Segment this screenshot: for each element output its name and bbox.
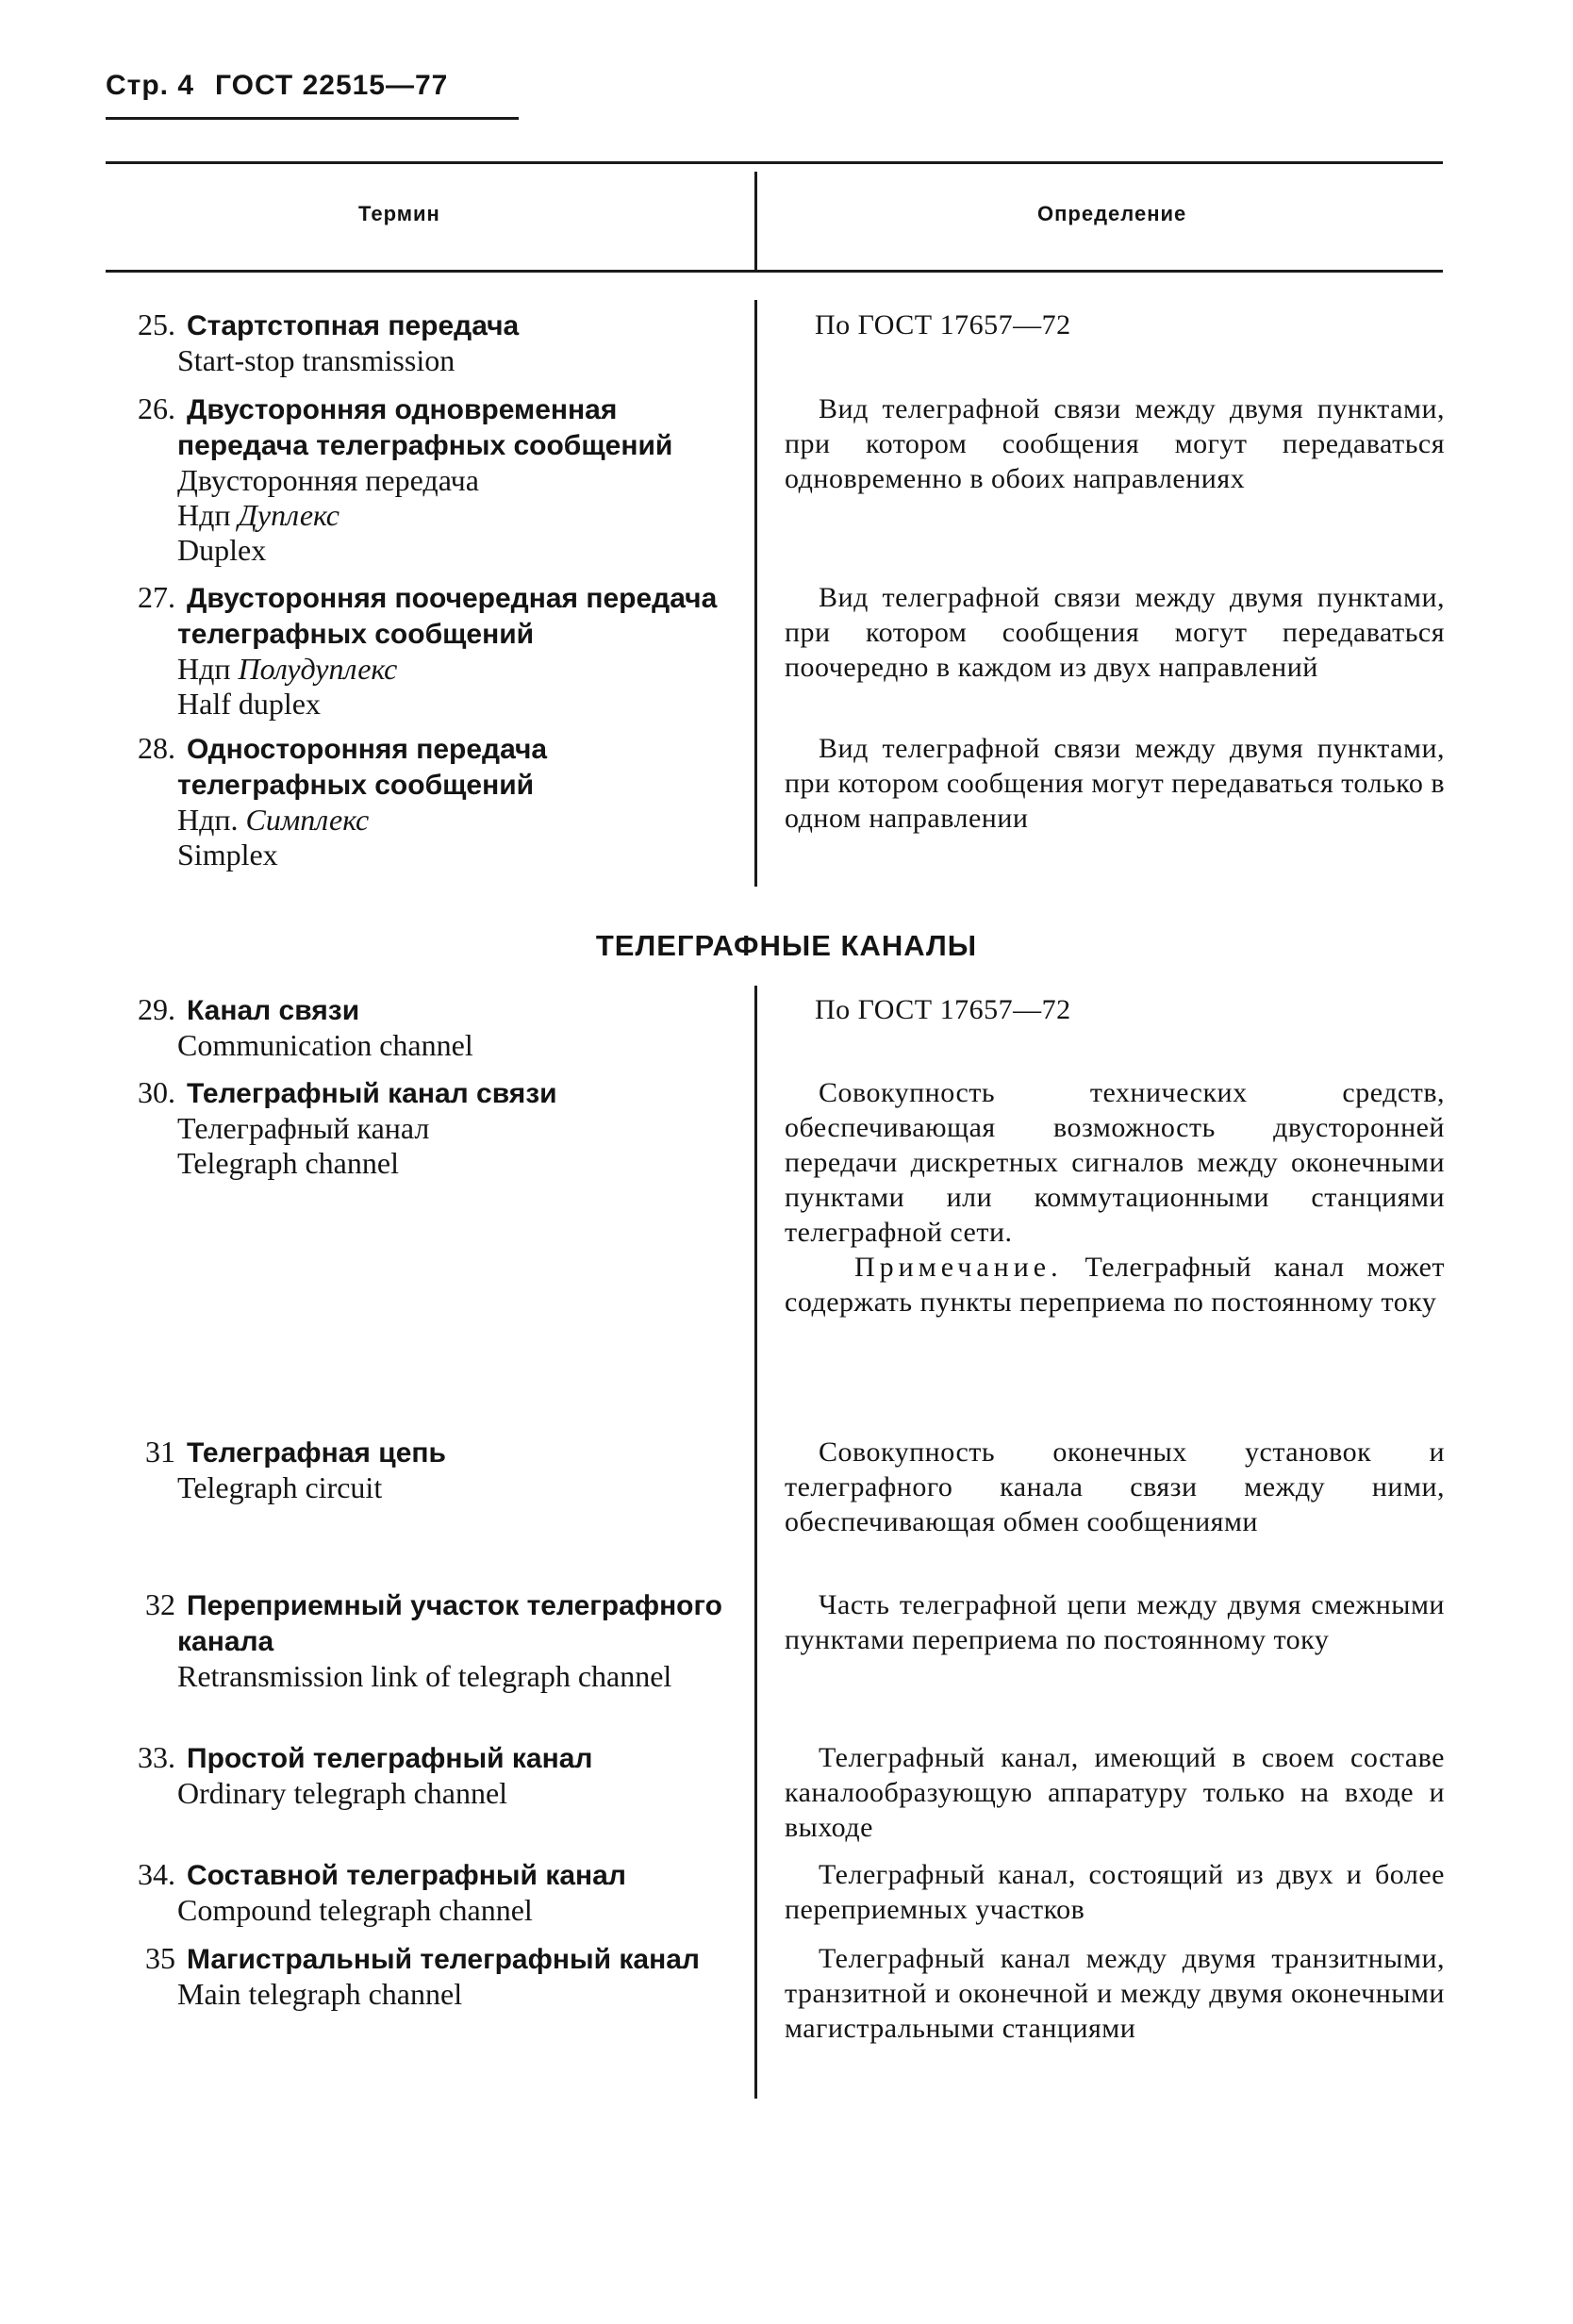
column-divider-part1 <box>754 300 757 887</box>
term-title: Телеграфная цепь <box>187 1437 446 1469</box>
section-title: ТЕЛЕГРАФНЫЕ КАНАЛЫ <box>595 929 978 962</box>
term-english: Retransmission link of telegraph channel <box>177 1659 672 1693</box>
definition-29 <box>785 992 1445 1027</box>
term-title: Составной телеграфный канал <box>187 1860 626 1891</box>
term-entry-31 <box>106 1435 734 1505</box>
term-english: Telegraph channel <box>177 1146 399 1180</box>
definition-text: Совокупность технических средств, обеспечивающая возможность двусторонней передачи дискретных сигналов между оконечными пунктами или коммутационными станциями телеграфной сети. <box>785 1077 1445 1248</box>
term-english: Telegraph circuit <box>177 1470 383 1504</box>
term-english: Ordinary telegraph channel <box>177 1776 508 1810</box>
term-entry-29 <box>106 992 734 1063</box>
definition-25 <box>785 307 1445 342</box>
definition-27 <box>785 580 1445 685</box>
definition-33 <box>785 1740 1445 1845</box>
term-english: Start-stop transmission <box>177 343 455 377</box>
entry-number: 31 <box>145 1435 175 1469</box>
definition-text: Телеграфный канал, имеющий в своем составе каналообразующую аппаратуру только на входе и выходе <box>785 1742 1445 1843</box>
term-english: Duplex <box>177 533 267 567</box>
term-entry-28 <box>106 731 734 872</box>
term-not-recommended: Ндп Полудуплекс <box>177 652 398 686</box>
term-english: Simplex <box>177 838 278 872</box>
definition-28 <box>785 731 1445 836</box>
term-title: Телеграфный канал связи <box>187 1078 557 1109</box>
table-header-rule <box>106 270 1443 273</box>
entry-number: 29. <box>138 992 175 1026</box>
term-entry-30 <box>106 1075 734 1181</box>
term-title: Двусторонняя одновременная передача телеграфных сообщений <box>177 394 673 461</box>
entry-number: 30. <box>138 1075 175 1109</box>
term-title: Двусторонняя поочередная передача телеграфных сообщений <box>177 583 718 650</box>
entry-number: 26. <box>138 391 175 425</box>
term-title: Переприемный участок телеграфного канала <box>177 1590 722 1657</box>
entry-number: 28. <box>138 731 175 765</box>
term-title: Канал связи <box>187 995 360 1026</box>
page-header <box>106 70 448 102</box>
term-english: Half duplex <box>177 687 321 721</box>
term-title: Односторонняя передача телеграфных сообщений <box>177 734 548 801</box>
entry-number: 27. <box>138 580 175 614</box>
entry-number: 35 <box>145 1941 175 1975</box>
term-title: Стартстопная передача <box>187 310 520 341</box>
definition-32 <box>785 1587 1445 1657</box>
definition-30 <box>785 1075 1445 1320</box>
definition-note: Примечание. Телеграфный канал может содержать пункты переприема по постоянному току <box>785 1252 1445 1318</box>
definition-text: Вид телеграфной связи между двумя пунктами, при котором сообщения могут передаваться только в одном направлении <box>785 733 1445 834</box>
page-number: Стр. 4 <box>106 70 195 101</box>
term-entry-33 <box>106 1740 734 1811</box>
term-entry-34 <box>106 1857 734 1928</box>
term-entry-25 <box>106 307 734 378</box>
definition-31 <box>785 1435 1445 1539</box>
definition-34 <box>785 1857 1445 1927</box>
term-synonym: Телеграфный канал <box>177 1111 430 1145</box>
table-top-rule <box>106 161 1443 164</box>
term-title: Простой телеграфный канал <box>187 1743 593 1774</box>
entry-number: 25. <box>138 307 175 341</box>
definition-text: Вид телеграфной связи между двумя пунктами, при котором сообщения могут передаваться поочередно в каждом из двух направлений <box>785 582 1445 683</box>
entry-number: 32 <box>145 1587 175 1621</box>
term-synonym: Двусторонняя передача <box>177 463 479 497</box>
term-english: Compound telegraph channel <box>177 1893 533 1927</box>
term-not-recommended: Ндп Дуплекс <box>177 498 339 532</box>
definition-26 <box>785 391 1445 496</box>
term-entry-35 <box>106 1941 734 2012</box>
definition-text: Часть телеграфной цепи между двумя смежными пунктами переприема по постоянному току <box>785 1589 1445 1655</box>
definition-text: По ГОСТ 17657—72 <box>815 994 1071 1025</box>
column-divider-part2 <box>754 986 757 2099</box>
column-header-term: Термин <box>358 202 440 225</box>
entry-number: 34. <box>138 1857 175 1891</box>
definition-text: Телеграфный канал, состоящий из двух и более переприемных участков <box>785 1859 1445 1925</box>
definition-35 <box>785 1941 1445 2046</box>
definition-text: Телеграфный канал между двумя транзитными, транзитной и оконечной и между двумя оконечными магистральными станциями <box>785 1943 1445 2044</box>
column-divider-header <box>754 172 757 270</box>
header-underline <box>106 117 519 120</box>
term-english: Communication channel <box>177 1028 473 1062</box>
definition-text: Совокупность оконечных установок и телеграфного канала связи между ними, обеспечивающая обмен сообщениями <box>785 1436 1445 1537</box>
term-entry-32 <box>106 1587 734 1694</box>
term-entry-27 <box>106 580 734 722</box>
term-entry-26 <box>106 391 734 568</box>
entry-number: 33. <box>138 1740 175 1774</box>
standard-number: ГОСТ 22515—77 <box>215 70 449 101</box>
term-title: Магистральный телеграфный канал <box>187 1944 700 1975</box>
term-not-recommended: Ндп. Симплекс <box>177 803 370 837</box>
definition-text: По ГОСТ 17657—72 <box>815 309 1071 340</box>
definition-text: Вид телеграфной связи между двумя пунктами, при котором сообщения могут передаваться одновременно в обоих направлениях <box>785 393 1445 494</box>
term-english: Main telegraph channel <box>177 1977 463 2011</box>
column-header-definition: Определение <box>1037 202 1187 225</box>
